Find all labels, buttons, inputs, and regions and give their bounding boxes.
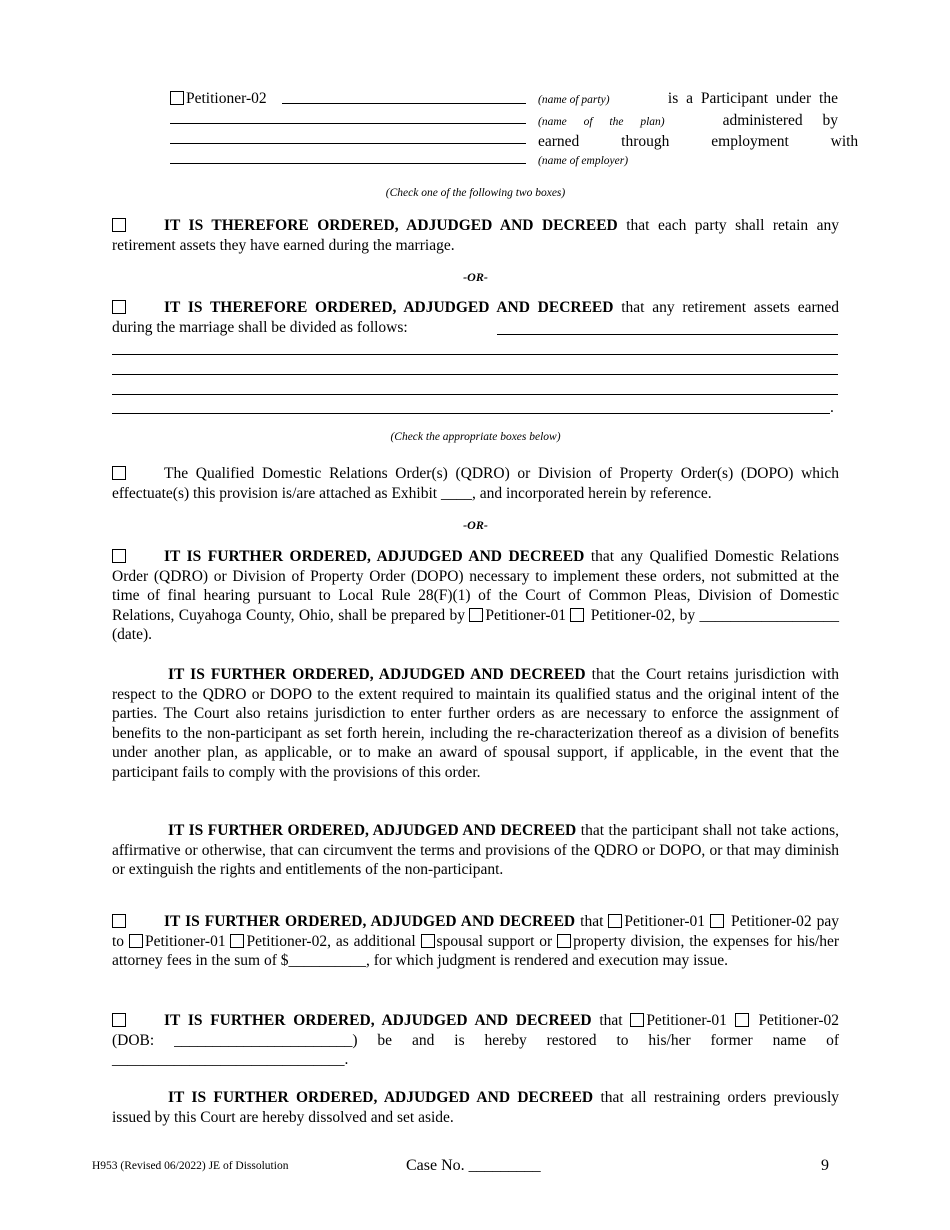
employer-line[interactable]	[170, 163, 526, 164]
divide-assets-paragraph	[112, 298, 839, 337]
attorney-fees-that: that	[580, 913, 604, 930]
prepare-petitioner-02-label: Petitioner-02, by __________________ (date).	[112, 606, 840, 644]
divide-assets-bold: IT IS THEREFORE ORDERED, ADJUDGED AND DECREED	[164, 299, 614, 316]
circumvent-bold: IT IS FURTHER ORDERED, ADJUDGED AND DECREED	[168, 822, 577, 839]
plan-line-1[interactable]	[170, 123, 526, 124]
petitioner-02-checkbox[interactable]	[170, 91, 184, 105]
spousal-support-label: spousal support or	[436, 932, 553, 950]
divide-period: .	[830, 399, 834, 416]
jurisdiction-text: that the Court retains jurisdiction with respect to the QDRO or DOPO to the extent required to maintain its qualified status and the original intent of the parties. The Court also retains jurisdiction to enter further orders as are necessary to enforce the assignment of benefits to the non-participant as set forth herein, including the re-characterization thereof as a division of benefits under another plan, as applicable, or to make an award of spousal support, if applicable, in the event that the participant fails to comply with the provisions of this order.	[112, 666, 840, 781]
page-number: 9	[821, 1157, 829, 1174]
property-division-checkbox[interactable]	[557, 934, 571, 948]
divide-line-4[interactable]	[112, 413, 830, 414]
divide-line-1[interactable]	[112, 354, 838, 355]
retain-assets-bold: IT IS THEREFORE ORDERED, ADJUDGED AND DECREED	[164, 217, 618, 234]
attorney-fees-bold: IT IS FURTHER ORDERED, ADJUDGED AND DECREED	[164, 913, 576, 930]
attorney-fees-paragraph	[112, 912, 839, 971]
former-name-paragraph	[112, 1011, 839, 1070]
retain-assets-text: that each party shall retain any retirement assets they have earned during the marriage.	[112, 217, 839, 254]
case-number: Case No. _________	[406, 1157, 541, 1174]
name-of-party-caption: (name of party)	[538, 94, 610, 106]
divide-line-0[interactable]	[497, 334, 838, 335]
administered-by-text: administered by	[722, 111, 838, 129]
divide-assets-checkbox[interactable]	[112, 300, 126, 314]
jurisdiction-paragraph	[112, 665, 839, 783]
property-label: property	[573, 932, 626, 950]
name-of-plan-caption: (name of the plan)	[538, 115, 665, 128]
former-name-rest: Petitioner-02 (DOB: _______________________) be and is hereby restored to his/her former name of ______________________________.	[112, 1012, 840, 1069]
participant-description	[538, 89, 859, 171]
fees-payer-petitioner-01-label: Petitioner-01	[624, 913, 706, 930]
circumvent-text: that the participant shall not take actions, affirmative or otherwise, that can circumvent the terms and provisions of the QDRO or DOPO, or that may diminish or extinguish the rights and entitlements of the non-participant.	[112, 822, 840, 879]
divide-line-3[interactable]	[112, 394, 838, 395]
participant-checkbox-row	[170, 90, 267, 108]
qdro-prepare-checkbox[interactable]	[112, 549, 126, 563]
prepare-petitioner-01-checkbox[interactable]	[469, 608, 483, 622]
former-name-checkbox[interactable]	[112, 1013, 126, 1027]
fees-payer-petitioner-02-label: Petitioner-02 pay to	[112, 913, 840, 950]
form-id: H953 (Revised 06/2022) JE of Dissolution	[92, 1160, 289, 1172]
qdro-attached-paragraph	[112, 464, 839, 503]
qdro-prepare-paragraph	[112, 547, 839, 645]
qdro-attached-text: The Qualified Domestic Relations Order(s) (QDRO) or Division of Property Order(s) (DOPO) which effectuate(s) this provision is/are attached as Exhibit ____, and incorporated herein by reference.	[112, 465, 839, 502]
former-name-bold: IT IS FURTHER ORDERED, ADJUDGED AND DECREED	[164, 1012, 592, 1029]
former-name-petitioner-01-label: Petitioner-01	[646, 1012, 727, 1029]
former-name-petitioner-02-checkbox[interactable]	[735, 1013, 749, 1027]
fees-payee-petitioner-02-label: Petitioner-02, as additional	[246, 932, 416, 950]
restraining-paragraph	[112, 1088, 839, 1127]
attorney-fees-checkbox[interactable]	[112, 914, 126, 928]
jurisdiction-bold: IT IS FURTHER ORDERED, ADJUDGED AND DECREED	[168, 666, 586, 683]
qdro-prepare-bold: IT IS FURTHER ORDERED, ADJUDGED AND DECREED	[164, 548, 585, 565]
plan-line-2[interactable]	[170, 143, 526, 144]
retain-assets-paragraph	[112, 216, 839, 255]
fees-payee-petitioner-02-checkbox[interactable]	[230, 934, 244, 948]
spousal-support-checkbox[interactable]	[421, 934, 435, 948]
attorney-fees-rest: division, the expenses for his/her attorney fees in the sum of $__________, for which judgment is rendered and execution may issue.	[112, 932, 840, 970]
fees-payee-petitioner-01-label: Petitioner-01	[144, 932, 226, 950]
party-name-line[interactable]	[282, 103, 526, 104]
restraining-text: that all restraining orders previously issued by this Court are hereby dissolved and set aside.	[112, 1089, 840, 1126]
fees-payer-petitioner-01-checkbox[interactable]	[608, 914, 622, 928]
name-of-employer-caption: (name of employer)	[538, 154, 629, 167]
check-appropriate-note: (Check the appropriate boxes below)	[390, 431, 561, 443]
former-name-that: that	[599, 1012, 623, 1029]
circumvent-paragraph	[112, 821, 839, 880]
restraining-bold: IT IS FURTHER ORDERED, ADJUDGED AND DECREED	[168, 1089, 594, 1106]
divide-line-2[interactable]	[112, 374, 838, 375]
former-name-petitioner-01-checkbox[interactable]	[630, 1013, 644, 1027]
participant-text: is a Participant under the	[667, 90, 838, 107]
prepare-petitioner-01-label: Petitioner-01	[485, 606, 566, 624]
check-one-note: (Check one of the following two boxes)	[385, 187, 566, 199]
or-separator-1: -OR-	[463, 270, 488, 284]
petitioner-02-label: Petitioner-02	[186, 90, 267, 107]
divide-assets-text: that any retirement assets earned during the marriage shall be divided as follows:	[112, 299, 839, 336]
qdro-prepare-text: that any Qualified Domestic Relations Order (QDRO) or Division of Property Order (DOPO) necessary to implement these orders, not submitted at the time of final hearing pursuant to Local Rule 28(F)(1) of the Court of Common Pleas, Division of Domestic Relations, Cuyahoga County, Ohio, shall be prepared by	[112, 548, 840, 624]
retain-assets-checkbox[interactable]	[112, 218, 126, 232]
or-separator-2: -OR-	[463, 518, 488, 532]
fees-payee-petitioner-01-checkbox[interactable]	[129, 934, 143, 948]
fees-payer-petitioner-02-checkbox[interactable]	[710, 914, 724, 928]
earned-through-text: earned through employment with	[538, 133, 859, 151]
qdro-attached-checkbox[interactable]	[112, 466, 126, 480]
prepare-petitioner-02-checkbox[interactable]	[570, 608, 584, 622]
